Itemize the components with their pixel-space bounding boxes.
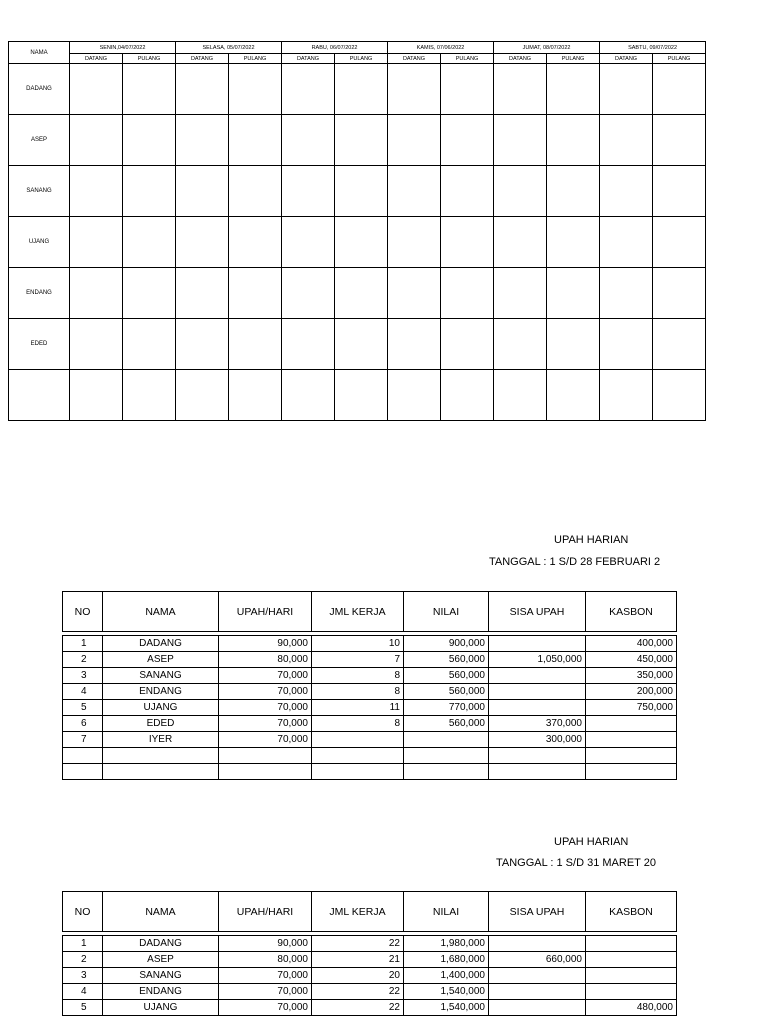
day-header: SENIN,04/07/2022 — [70, 42, 176, 54]
cash-advance-cell[interactable] — [586, 764, 677, 780]
table-row — [63, 1000, 677, 1016]
remaining-wage-header: SISA UPAH — [489, 592, 586, 632]
attendance-cell[interactable] — [70, 166, 123, 217]
name-cell[interactable]: EDED — [103, 716, 219, 732]
attendance-cell[interactable] — [653, 370, 706, 421]
attendance-cell[interactable] — [70, 370, 123, 421]
cash-advance-cell[interactable]: 480,000 — [586, 1000, 677, 1016]
attendance-cell[interactable] — [653, 115, 706, 166]
attendance-cell[interactable] — [70, 319, 123, 370]
pulang-header: PULANG — [547, 54, 600, 64]
attendance-cell[interactable] — [600, 217, 653, 268]
attendance-cell[interactable] — [494, 370, 547, 421]
value-cell[interactable] — [404, 732, 489, 748]
attendance-cell[interactable] — [388, 115, 441, 166]
no-cell[interactable]: 5 — [63, 1000, 103, 1016]
attendance-cell[interactable] — [123, 115, 176, 166]
day-header: SELASA, 05/07/2022 — [176, 42, 282, 54]
attendance-cell[interactable] — [388, 64, 441, 115]
attendance-cell[interactable] — [282, 115, 335, 166]
remaining-wage-cell[interactable]: 370,000 — [489, 716, 586, 732]
cash-advance-cell[interactable]: 750,000 — [586, 700, 677, 716]
attendance-cell[interactable] — [547, 268, 600, 319]
table-row — [63, 700, 677, 716]
name-cell[interactable]: ENDANG — [103, 684, 219, 700]
name-cell[interactable]: ASEP — [103, 952, 219, 968]
attendance-cell[interactable] — [547, 370, 600, 421]
attendance-cell[interactable] — [600, 370, 653, 421]
attendance-cell[interactable] — [176, 115, 229, 166]
cash-advance-cell[interactable]: 200,000 — [586, 684, 677, 700]
no-cell[interactable] — [63, 748, 103, 764]
attendance-cell[interactable] — [176, 370, 229, 421]
table-row — [63, 984, 677, 1000]
no-cell[interactable]: 5 — [63, 700, 103, 716]
attendance-cell[interactable] — [176, 217, 229, 268]
work-days-cell[interactable]: 10 — [312, 636, 404, 652]
attendance-cell[interactable] — [229, 166, 282, 217]
work-days-cell[interactable] — [312, 764, 404, 780]
attendance-cell[interactable] — [282, 166, 335, 217]
attendance-cell[interactable] — [441, 268, 494, 319]
no-header: NO — [63, 592, 103, 632]
no-cell[interactable] — [63, 764, 103, 780]
cash-advance-cell[interactable] — [586, 716, 677, 732]
work-days-cell[interactable] — [312, 748, 404, 764]
attendance-cell[interactable] — [600, 319, 653, 370]
value-cell[interactable]: 770,000 — [404, 700, 489, 716]
name-cell[interactable] — [103, 748, 219, 764]
name-cell[interactable] — [103, 764, 219, 780]
datang-header: DATANG — [388, 54, 441, 64]
attendance-cell[interactable] — [600, 64, 653, 115]
table-row — [63, 652, 677, 668]
no-cell[interactable]: 2 — [63, 952, 103, 968]
attendance-cell[interactable] — [282, 370, 335, 421]
attendance-cell[interactable] — [229, 64, 282, 115]
datang-header: DATANG — [494, 54, 547, 64]
daily-wage-cell[interactable]: 70,000 — [219, 968, 312, 984]
attendance-cell[interactable] — [176, 268, 229, 319]
attendance-cell[interactable] — [388, 268, 441, 319]
attendance-cell[interactable] — [335, 115, 388, 166]
name-cell[interactable]: IYER — [103, 732, 219, 748]
daily-wage-cell[interactable]: 70,000 — [219, 732, 312, 748]
value-cell[interactable]: 1,400,000 — [404, 968, 489, 984]
attendance-cell[interactable] — [335, 268, 388, 319]
attendance-cell[interactable] — [282, 268, 335, 319]
value-header: NILAI — [404, 592, 489, 632]
attendance-cell[interactable] — [600, 166, 653, 217]
remaining-wage-cell[interactable] — [489, 668, 586, 684]
attendance-cell[interactable] — [176, 319, 229, 370]
cash-advance-cell[interactable] — [586, 936, 677, 952]
name-cell[interactable]: ENDANG — [103, 984, 219, 1000]
attendance-cell[interactable] — [335, 64, 388, 115]
attendance-cell[interactable] — [335, 166, 388, 217]
wage1-table — [62, 591, 677, 780]
daily-wage-cell[interactable] — [219, 748, 312, 764]
name-cell[interactable]: ASEP — [103, 652, 219, 668]
remaining-wage-cell[interactable]: 1,050,000 — [489, 652, 586, 668]
work-days-cell[interactable]: 8 — [312, 668, 404, 684]
attendance-cell[interactable] — [176, 64, 229, 115]
wage2-table — [62, 891, 677, 1016]
day-header: SABTU, 09/07/2022 — [600, 42, 706, 54]
attendance-cell[interactable] — [547, 64, 600, 115]
remaining-wage-cell[interactable] — [489, 968, 586, 984]
no-cell[interactable]: 6 — [63, 716, 103, 732]
no-header: NO — [63, 892, 103, 932]
name-cell[interactable]: SANANG — [103, 968, 219, 984]
work-days-cell[interactable]: 7 — [312, 652, 404, 668]
attendance-cell[interactable] — [176, 166, 229, 217]
remaining-wage-cell[interactable] — [489, 700, 586, 716]
employee-name: ASEP — [9, 115, 70, 166]
pulang-header: PULANG — [441, 54, 494, 64]
employee-name — [9, 370, 70, 421]
attendance-cell[interactable] — [229, 319, 282, 370]
no-cell[interactable]: 2 — [63, 652, 103, 668]
name-cell[interactable]: UJANG — [103, 1000, 219, 1016]
wage2-date: TANGGAL : 1 S/D 31 MARET 20 — [496, 857, 656, 869]
table-row — [63, 732, 677, 748]
pulang-header: PULANG — [229, 54, 282, 64]
attendance-cell[interactable] — [388, 217, 441, 268]
table-row — [63, 764, 677, 780]
attendance-cell[interactable] — [335, 370, 388, 421]
name-header: NAMA — [103, 592, 219, 632]
attendance-cell[interactable] — [388, 319, 441, 370]
name-header: NAMA — [103, 892, 219, 932]
daily-wage-cell[interactable] — [219, 764, 312, 780]
pulang-header: PULANG — [653, 54, 706, 64]
daily-wage-header: UPAH/HARI — [219, 592, 312, 632]
employee-name: DADANG — [9, 64, 70, 115]
attendance-cell[interactable] — [441, 370, 494, 421]
no-cell[interactable]: 3 — [63, 668, 103, 684]
no-cell[interactable]: 4 — [63, 984, 103, 1000]
attendance-cell[interactable] — [441, 217, 494, 268]
datang-header: DATANG — [600, 54, 653, 64]
work-days-cell[interactable]: 8 — [312, 684, 404, 700]
attendance-cell[interactable] — [494, 217, 547, 268]
remaining-wage-cell[interactable] — [489, 764, 586, 780]
work-days-cell[interactable]: 11 — [312, 700, 404, 716]
table-row — [63, 684, 677, 700]
remaining-wage-cell[interactable] — [489, 748, 586, 764]
attendance-cell[interactable] — [494, 319, 547, 370]
attendance-cell[interactable] — [441, 166, 494, 217]
no-cell[interactable]: 3 — [63, 968, 103, 984]
attendance-cell[interactable] — [547, 217, 600, 268]
daily-wage-cell[interactable]: 70,000 — [219, 1000, 312, 1016]
attendance-cell[interactable] — [70, 268, 123, 319]
wage1-header-row — [63, 592, 677, 632]
cash-advance-cell[interactable]: 400,000 — [586, 636, 677, 652]
day-header: RABU, 06/07/2022 — [282, 42, 388, 54]
attendance-cell[interactable] — [123, 64, 176, 115]
cash-advance-cell[interactable]: 450,000 — [586, 652, 677, 668]
no-cell[interactable]: 1 — [63, 936, 103, 952]
cash-advance-cell[interactable]: 350,000 — [586, 668, 677, 684]
attendance-cell[interactable] — [441, 64, 494, 115]
attendance-day-header-row — [9, 42, 706, 54]
attendance-cell[interactable] — [123, 319, 176, 370]
attendance-cell[interactable] — [70, 217, 123, 268]
daily-wage-cell[interactable]: 90,000 — [219, 936, 312, 952]
attendance-cell[interactable] — [335, 319, 388, 370]
attendance-cell[interactable] — [494, 64, 547, 115]
attendance-cell[interactable] — [600, 115, 653, 166]
daily-wage-header: UPAH/HARI — [219, 892, 312, 932]
name-column-header: NAMA — [9, 42, 70, 64]
day-header: KAMIS, 07/06/2022 — [388, 42, 494, 54]
work-days-cell[interactable] — [312, 732, 404, 748]
attendance-row — [9, 64, 706, 115]
employee-name: UJANG — [9, 217, 70, 268]
work-days-cell[interactable]: 21 — [312, 952, 404, 968]
value-cell[interactable]: 1,680,000 — [404, 952, 489, 968]
daily-wage-cell[interactable]: 90,000 — [219, 636, 312, 652]
value-cell[interactable]: 900,000 — [404, 636, 489, 652]
remaining-wage-cell[interactable] — [489, 984, 586, 1000]
work-days-cell[interactable]: 22 — [312, 936, 404, 952]
remaining-wage-cell[interactable] — [489, 1000, 586, 1016]
attendance-cell[interactable] — [494, 166, 547, 217]
value-header: NILAI — [404, 892, 489, 932]
table-row — [63, 936, 677, 952]
remaining-wage-cell[interactable]: 660,000 — [489, 952, 586, 968]
value-cell[interactable] — [404, 748, 489, 764]
value-cell[interactable]: 560,000 — [404, 716, 489, 732]
table-row — [63, 668, 677, 684]
work-days-cell[interactable]: 20 — [312, 968, 404, 984]
attendance-cell[interactable] — [547, 115, 600, 166]
wage2-header-row — [63, 892, 677, 932]
attendance-cell[interactable] — [335, 217, 388, 268]
no-cell[interactable]: 7 — [63, 732, 103, 748]
attendance-row — [9, 319, 706, 370]
attendance-row — [9, 115, 706, 166]
attendance-cell[interactable] — [123, 166, 176, 217]
attendance-cell[interactable] — [441, 115, 494, 166]
attendance-cell[interactable] — [653, 268, 706, 319]
attendance-cell[interactable] — [388, 370, 441, 421]
attendance-cell[interactable] — [123, 217, 176, 268]
remaining-wage-header: SISA UPAH — [489, 892, 586, 932]
wage1-title: UPAH HARIAN — [554, 534, 629, 546]
daily-wage-cell[interactable]: 70,000 — [219, 700, 312, 716]
cash-advance-header: KASBON — [586, 892, 677, 932]
table-row — [63, 636, 677, 652]
attendance-row — [9, 166, 706, 217]
pulang-header: PULANG — [335, 54, 388, 64]
cash-advance-cell[interactable] — [586, 748, 677, 764]
attendance-cell[interactable] — [123, 370, 176, 421]
attendance-cell[interactable] — [653, 217, 706, 268]
cash-advance-cell[interactable] — [586, 984, 677, 1000]
datang-header: DATANG — [282, 54, 335, 64]
day-header: JUMAT, 08/07/2022 — [494, 42, 600, 54]
remaining-wage-cell[interactable] — [489, 684, 586, 700]
remaining-wage-cell[interactable] — [489, 636, 586, 652]
attendance-sub-header-row — [9, 54, 706, 64]
datang-header: DATANG — [70, 54, 123, 64]
name-cell[interactable]: DADANG — [103, 936, 219, 952]
attendance-cell[interactable] — [70, 115, 123, 166]
attendance-cell[interactable] — [547, 319, 600, 370]
work-days-header: JML KERJA — [312, 592, 404, 632]
datang-header: DATANG — [176, 54, 229, 64]
cash-advance-header: KASBON — [586, 592, 677, 632]
table-row — [63, 748, 677, 764]
attendance-cell[interactable] — [494, 115, 547, 166]
attendance-row — [9, 370, 706, 421]
attendance-cell[interactable] — [123, 268, 176, 319]
attendance-cell[interactable] — [229, 370, 282, 421]
no-cell[interactable]: 1 — [63, 636, 103, 652]
employee-name: ENDANG — [9, 268, 70, 319]
daily-wage-cell[interactable]: 70,000 — [219, 668, 312, 684]
name-cell[interactable]: SANANG — [103, 668, 219, 684]
remaining-wage-cell[interactable]: 300,000 — [489, 732, 586, 748]
cash-advance-cell[interactable] — [586, 952, 677, 968]
wage2-title: UPAH HARIAN — [554, 836, 629, 848]
work-days-header: JML KERJA — [312, 892, 404, 932]
remaining-wage-cell[interactable] — [489, 936, 586, 952]
cash-advance-cell[interactable] — [586, 968, 677, 984]
attendance-cell[interactable] — [282, 64, 335, 115]
cash-advance-cell[interactable] — [586, 732, 677, 748]
attendance-cell[interactable] — [229, 217, 282, 268]
value-cell[interactable]: 560,000 — [404, 668, 489, 684]
name-cell[interactable]: UJANG — [103, 700, 219, 716]
daily-wage-cell[interactable]: 80,000 — [219, 652, 312, 668]
attendance-cell[interactable] — [229, 115, 282, 166]
attendance-cell[interactable] — [547, 166, 600, 217]
work-days-cell[interactable]: 8 — [312, 716, 404, 732]
daily-wage-cell[interactable]: 70,000 — [219, 716, 312, 732]
attendance-table — [8, 41, 706, 421]
employee-name: EDED — [9, 319, 70, 370]
value-cell[interactable]: 1,980,000 — [404, 936, 489, 952]
value-cell[interactable] — [404, 764, 489, 780]
attendance-row — [9, 268, 706, 319]
name-cell[interactable]: DADANG — [103, 636, 219, 652]
daily-wage-cell[interactable]: 80,000 — [219, 952, 312, 968]
value-cell[interactable]: 1,540,000 — [404, 1000, 489, 1016]
attendance-cell[interactable] — [282, 217, 335, 268]
attendance-cell[interactable] — [441, 319, 494, 370]
daily-wage-cell[interactable]: 70,000 — [219, 684, 312, 700]
attendance-cell[interactable] — [600, 268, 653, 319]
attendance-cell[interactable] — [388, 166, 441, 217]
value-cell[interactable]: 560,000 — [404, 652, 489, 668]
employee-name: SANANG — [9, 166, 70, 217]
daily-wage-cell[interactable]: 70,000 — [219, 984, 312, 1000]
work-days-cell[interactable]: 22 — [312, 1000, 404, 1016]
attendance-cell[interactable] — [653, 64, 706, 115]
attendance-cell[interactable] — [229, 268, 282, 319]
wage1-date: TANGGAL : 1 S/D 28 FEBRUARI 2 — [489, 556, 661, 568]
table-row — [63, 716, 677, 732]
value-cell[interactable]: 560,000 — [404, 684, 489, 700]
attendance-cell[interactable] — [653, 166, 706, 217]
attendance-cell[interactable] — [70, 64, 123, 115]
pulang-header: PULANG — [123, 54, 176, 64]
attendance-row — [9, 217, 706, 268]
no-cell[interactable]: 4 — [63, 684, 103, 700]
table-row — [63, 952, 677, 968]
value-cell[interactable]: 1,540,000 — [404, 984, 489, 1000]
work-days-cell[interactable]: 22 — [312, 984, 404, 1000]
attendance-cell[interactable] — [494, 268, 547, 319]
table-row — [63, 968, 677, 984]
attendance-cell[interactable] — [653, 319, 706, 370]
attendance-cell[interactable] — [282, 319, 335, 370]
